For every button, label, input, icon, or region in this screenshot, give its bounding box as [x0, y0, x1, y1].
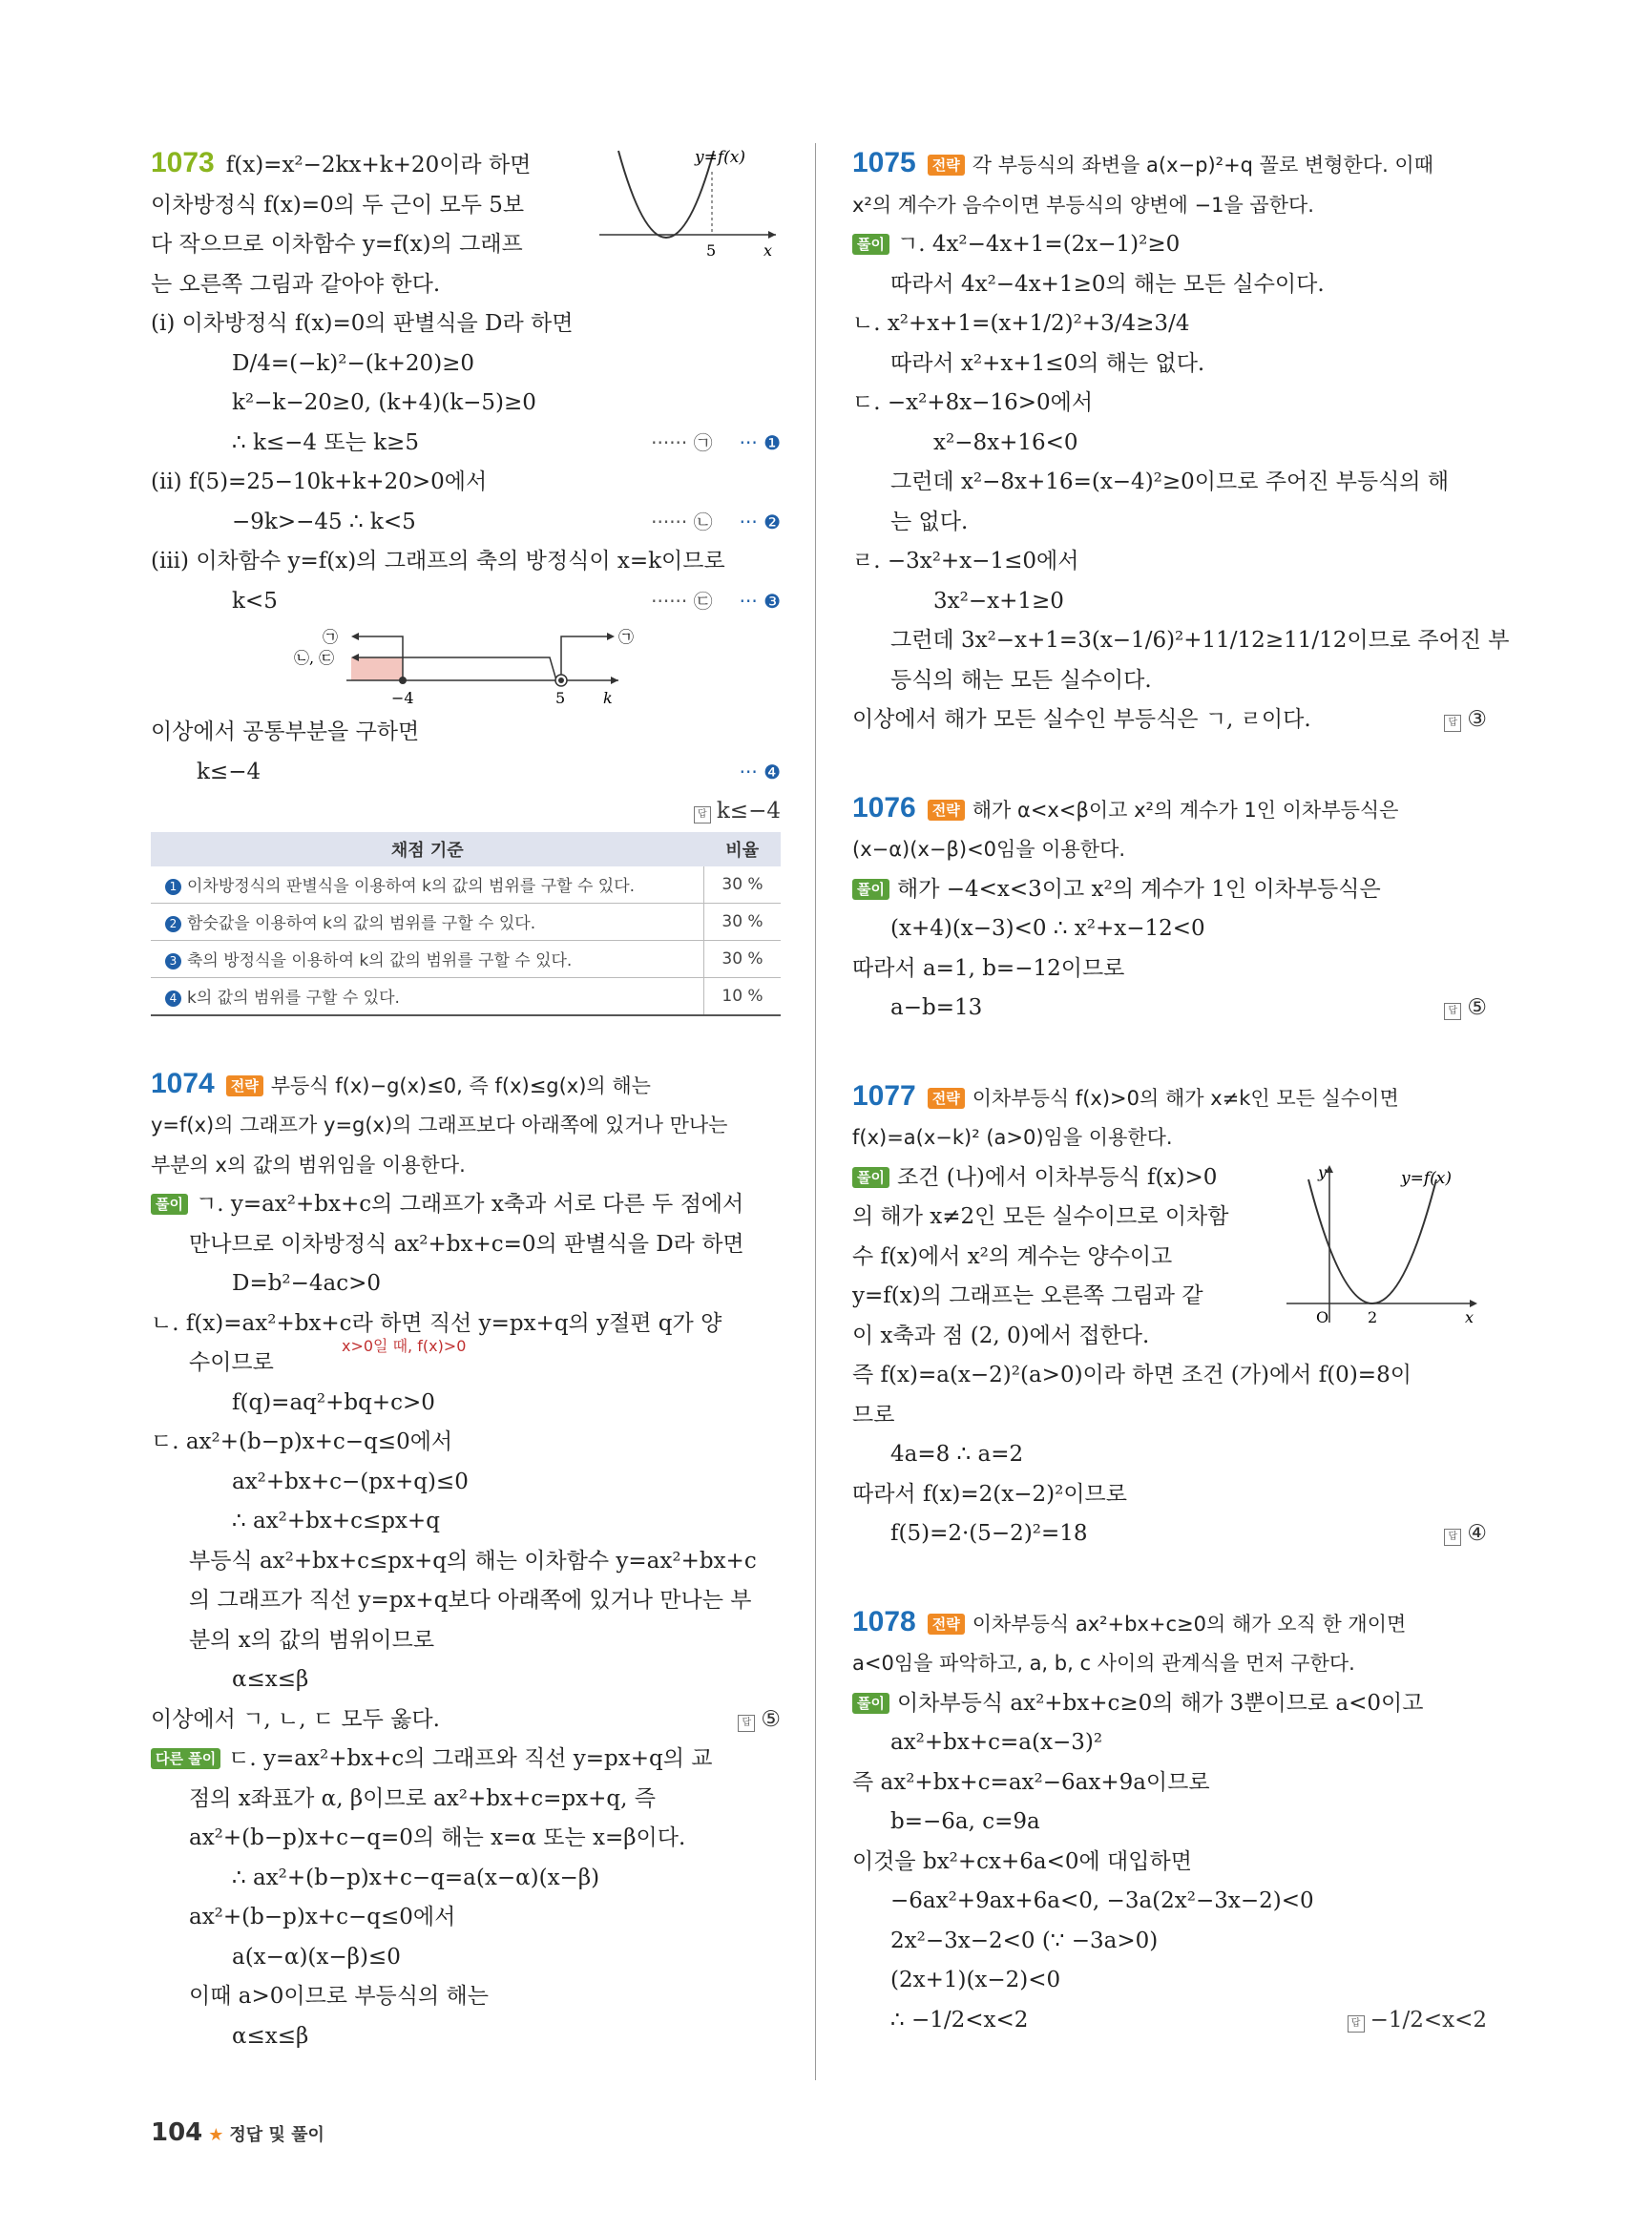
sol-line-with-answer	[852, 1514, 1487, 1554]
answer-1076	[1444, 989, 1487, 1029]
solution-tag: 풀이	[852, 234, 889, 255]
sol-line: 즉 f(x)=a(x−2)²(a>0)이라 하면 조건 (가)에서 f(0)=8이	[852, 1363, 1412, 1387]
sol-line: 이 x축과 점 (2, 0)에서 접한다.	[852, 1323, 1150, 1348]
criteria-text: 함숫값을 이용하여 k의 값의 범위를 구할 수 있다.	[187, 914, 536, 933]
alt-sol-line: a(x−α)(x−β)≤0	[232, 1944, 401, 1970]
problem-number: 1075	[852, 147, 916, 178]
strategy-line	[852, 1076, 1487, 1119]
graph-1077-label: y=f(x)	[1401, 1168, 1452, 1188]
sol-line: ㄴ. x²+x+1=(x+1/2)²+3/4≥3/4	[852, 311, 1190, 336]
sol-line: 2x²−3x−2<0 (∵ −3a>0)	[890, 1928, 1159, 1953]
sol-line: D=b²−4ac>0	[232, 1271, 382, 1296]
strategy-text: 부등식 f(x)−g(x)≤0, 즉 f(x)≤g(x)의 해는	[270, 1074, 651, 1097]
sol-line: 수 f(x)에서 x²의 계수는 양수이고	[852, 1243, 1173, 1269]
sol-line: f(x)=x²−2kx+k+20이라 하면	[225, 153, 532, 177]
sol-line: ax²+bx+c−(px+q)≤0	[232, 1469, 469, 1494]
sol-text: ∴ k≤−4 또는 k≥5	[232, 429, 419, 455]
criteria-header: 채점 기준	[151, 832, 704, 866]
grading-criteria-table	[151, 832, 781, 1016]
graph-1073-xtick: 5	[706, 241, 717, 258]
strategy-line: f(x)=a(x−k)² (a>0)임을 이용한다.	[852, 1126, 1173, 1149]
sol-line-with-mark	[151, 424, 781, 464]
solution-tag: 풀이	[852, 879, 889, 900]
sol-line	[852, 1684, 1487, 1724]
table-row	[151, 866, 781, 904]
sol-line: ax²+bx+c=a(x−3)²	[890, 1730, 1103, 1755]
answer-icon: 답	[1348, 2015, 1365, 2033]
page-footer	[151, 2118, 324, 2147]
sol-text: a−b=13	[890, 995, 983, 1020]
sol-line: 그런데 3x²−x+1=3(x−1/6)²+11/12≥11/12이므로 주어진 부	[890, 628, 1510, 653]
criteria-pct: 30 %	[704, 940, 782, 977]
sol-line: 그런데 x²−8x+16=(x−4)²≥0이므로 주어진 부등식의 해	[890, 469, 1450, 494]
sol-line: ㄴ. f(x)=ax²+bx+c라 하면 직선 y=px+q의 y절편 q가 양	[151, 1310, 722, 1336]
sol-line-with-answer	[852, 700, 1487, 740]
ref-mark-c: ······ ㉢	[651, 589, 713, 613]
graph-1077-yaxis: y	[1318, 1162, 1328, 1181]
numline-label-a2: ㉠	[618, 628, 635, 646]
table-row	[151, 977, 781, 1015]
sol-line: 만나므로 이차방정식 ax²+bx+c=0의 판별식을 D라 하면	[189, 1231, 744, 1257]
problem-1076	[852, 788, 1487, 1029]
table-row	[151, 903, 781, 940]
strategy-tag: 전략	[928, 1088, 965, 1109]
sol-line: 3x²−x+1≥0	[933, 588, 1064, 614]
sol-line: −6ax²+9ax+6a<0, −3a(2x²−3x−2)<0	[890, 1888, 1314, 1913]
ref-mark-b: ······ ㉡	[651, 510, 713, 533]
problem-number: 1078	[852, 1605, 916, 1637]
strategy-line: (x−α)(x−β)<0임을 이용한다.	[852, 838, 1126, 861]
sol-text: k<5	[232, 588, 278, 614]
sol-line-with-note	[151, 1337, 781, 1384]
problem-1077	[852, 1076, 1487, 1554]
numline-label-a: ㉠	[323, 628, 339, 646]
strategy-tag: 전략	[928, 1614, 965, 1635]
sol-line: x²−8x+16<0	[933, 429, 1078, 455]
sol-line: ∴ ax²+bx+c≤px+q	[232, 1509, 440, 1533]
sol-line: 의 해가 x≠2인 모든 실수이므로 이차함	[852, 1204, 1229, 1229]
strategy-line: y=f(x)의 그래프가 y=g(x)의 그래프보다 아래쪽에 있거나 만나는	[151, 1114, 728, 1136]
ref-mark	[713, 753, 781, 793]
sol-line: 의 그래프가 직선 y=px+q보다 아래쪽에 있거나 만나는 부	[189, 1588, 752, 1613]
sol-line: D/4=(−k)²−(k+20)≥0	[232, 350, 475, 376]
numline-tick-m4: −4	[391, 689, 414, 707]
strategy-text: 이차부등식 ax²+bx+c≥0의 해가 오직 한 개이면	[972, 1612, 1407, 1636]
sol-line: 따라서 4x²−4x+1≥0의 해는 모든 실수이다.	[890, 271, 1325, 297]
problem-1073	[151, 143, 781, 1016]
alt-sol-line: ax²+(b−p)x+c−q≤0에서	[189, 1905, 456, 1929]
sol-line: ㄷ. −x²+8x−16>0에서	[852, 390, 1094, 415]
sol-line: f(q)=aq²+bq+c>0	[232, 1389, 435, 1415]
strategy-line	[852, 143, 1487, 186]
sol-line-with-mark	[151, 753, 781, 793]
strategy-text: 해가 α<x<β이고 x²의 계수가 1인 이차부등식은	[972, 798, 1399, 822]
number-line-1073	[151, 621, 781, 709]
sol-line: 따라서 a=1, b=−12이므로	[852, 955, 1125, 981]
strategy-tag: 전략	[928, 155, 965, 176]
sol-line: 이것을 bx²+cx+6a<0에 대입하면	[852, 1848, 1192, 1874]
sol-text: 이상에서 해가 모든 실수인 부등식은 ㄱ, ㄹ이다.	[852, 707, 1311, 732]
criteria-text: 이차방정식의 판별식을 이용하여 k의 값의 범위를 구할 수 있다.	[187, 877, 636, 896]
alt-solution-tag: 다른 풀이	[151, 1748, 220, 1769]
answer-text: −1/2<x<2	[1370, 2007, 1487, 2033]
star-icon: ★	[208, 2125, 224, 2145]
answer-icon: 답	[1444, 1529, 1461, 1546]
alt-sol-line: ∴ ax²+(b−p)x+c−q=a(x−α)(x−β)	[232, 1865, 600, 1890]
strategy-text: 각 부등식의 좌변을 a(x−p)²+q 꼴로 변형한다. 이때	[972, 154, 1433, 177]
graph-1073-xaxis: x	[763, 241, 773, 258]
parabola-graph-1077	[1282, 1160, 1492, 1332]
solution-tag: 풀이	[852, 1693, 889, 1714]
numline-axis: k	[603, 689, 613, 707]
sol-line: 므로	[852, 1402, 895, 1428]
problem-1074	[151, 1064, 781, 2057]
criteria-pct: 30 %	[704, 903, 782, 940]
answer-1073	[694, 792, 781, 832]
problem-number: 1073	[151, 147, 215, 178]
sol-text: ㄱ. y=ax²+bx+c의 그래프가 x축과 서로 다른 두 점에서	[195, 1192, 744, 1217]
numline-label-bc: ㉡, ㉢	[294, 649, 335, 667]
sol-line: α≤x≤β	[232, 1667, 309, 1692]
graph-1077-origin: O	[1316, 1307, 1329, 1326]
sol-line-with-answer	[151, 1700, 781, 1741]
sol-text: 이차부등식 ax²+bx+c≥0의 해가 3뿐이므로 a<0이고	[896, 1690, 1424, 1716]
step-mark-1: ··· ❶	[739, 430, 781, 454]
sol-line-with-answer	[852, 989, 1487, 1029]
sol-line: 따라서 x²+x+1≤0의 해는 없다.	[890, 350, 1205, 376]
answer-icon: 답	[1444, 715, 1461, 732]
step-mark-3: ··· ❸	[739, 589, 781, 613]
sol-line: 는 없다.	[890, 509, 969, 534]
right-column	[852, 143, 1510, 2040]
solution-tag: 풀이	[151, 1194, 188, 1215]
sol-text: ㄱ. 4x²−4x+1=(2x−1)²≥0	[896, 232, 1181, 257]
strategy-tag: 전략	[928, 800, 965, 821]
sol-line: (x+4)(x−3)<0 ∴ x²+x−12<0	[890, 916, 1205, 941]
answer-1078	[1348, 2001, 1487, 2041]
sol-line: ㄹ. −3x²+x−1≤0에서	[852, 549, 1079, 573]
sol-text: ㄷ. y=ax²+bx+c의 그래프와 직선 y=px+q의 교	[228, 1746, 713, 1771]
ref-mark-a: ······ ㉠	[651, 430, 713, 454]
ref-mark	[651, 424, 781, 464]
sol-text: 이상에서 ㄱ, ㄴ, ㄷ 모두 옳다.	[151, 1706, 440, 1732]
strategy-line	[852, 1602, 1487, 1645]
answer-1074	[738, 1700, 781, 1741]
table-row	[151, 940, 781, 977]
sol-text: 조건 (나)에서 이차부등식 f(x)>0	[896, 1164, 1218, 1190]
sol-line: 분의 x의 값의 범위이므로	[189, 1627, 435, 1653]
criteria-num: 2	[165, 916, 181, 932]
answer-text: ⑤	[761, 1706, 781, 1732]
answer-icon: 답	[738, 1715, 755, 1732]
answer-icon: 답	[1444, 1003, 1461, 1020]
parabola-graph-1073	[599, 143, 781, 258]
page-number: 104	[151, 2118, 203, 2147]
strategy-line	[151, 1064, 781, 1107]
criteria-num: 3	[165, 953, 181, 970]
answer-1077	[1444, 1514, 1487, 1554]
sol-text: k≤−4	[197, 759, 261, 784]
strategy-line	[852, 788, 1487, 831]
strategy-line: x²의 계수가 음수이면 부등식의 양변에 −1을 곱한다.	[852, 193, 1314, 217]
column-divider	[815, 143, 816, 2080]
strategy-tag: 전략	[226, 1075, 263, 1096]
answer-icon: 답	[694, 806, 711, 824]
sol-line: 부등식 ax²+bx+c≤px+q의 해는 이차함수 y=ax²+bx+c	[189, 1548, 757, 1574]
criteria-text: 축의 방정식을 이용하여 k의 값의 범위를 구할 수 있다.	[187, 951, 573, 970]
criteria-pct: 10 %	[704, 977, 782, 1015]
sol-line: 등식의 해는 모든 실수이다.	[890, 667, 1152, 693]
criteria-text: k의 값의 범위를 구할 수 있다.	[187, 989, 400, 1008]
sol-line-with-mark	[151, 503, 781, 543]
step-mark-2: ··· ❷	[739, 510, 781, 533]
answer-text: ③	[1467, 707, 1487, 732]
ref-mark	[651, 503, 781, 543]
sol-line: b=−6a, c=9a	[890, 1809, 1040, 1834]
sol-line: y=f(x)의 그래프는 오른쪽 그림과 같	[852, 1283, 1203, 1308]
sol-line: 이차방정식 f(x)=0의 두 근이 모두 5보	[151, 192, 525, 218]
problem-number: 1077	[852, 1079, 916, 1112]
sol-line: 는 오른쪽 그림과 같아야 한다.	[151, 271, 441, 297]
problem-1075	[852, 143, 1510, 740]
problem-number: 1076	[852, 791, 916, 824]
answer-text: ④	[1467, 1521, 1487, 1546]
sol-text: 해가 −4<x<3이고 x²의 계수가 1인 이차부등식은	[896, 876, 1381, 902]
left-column	[151, 143, 781, 2056]
alt-sol-line: ax²+(b−p)x+c−q=0의 해는 x=α 또는 x=β이다.	[189, 1825, 686, 1850]
graph-1073-label: y=f(x)	[695, 148, 745, 167]
annotation-note: x>0일 때, f(x)>0	[342, 1337, 467, 1355]
graph-1077-xtick: 2	[1368, 1307, 1378, 1326]
answer-text: k≤−4	[716, 799, 781, 824]
answer-1075	[1444, 700, 1487, 740]
sol-line: 이상에서 공통부분을 구하면	[151, 719, 420, 744]
sol-text: 수이므로	[189, 1350, 274, 1375]
alt-sol-line	[151, 1740, 781, 1780]
footer-label: 정답 및 풀이	[229, 2125, 324, 2145]
criteria-pct: 30 %	[704, 866, 782, 904]
sol-text: f(5)=2·(5−2)²=18	[890, 1521, 1088, 1546]
step-mark-4: ··· ❹	[739, 760, 781, 783]
sol-line: ㄷ. ax²+(b−p)x+c−q≤0에서	[151, 1429, 453, 1454]
sol-text: −9k>−45 ∴ k<5	[232, 509, 416, 534]
sol-line: k²−k−20≥0, (k+4)(k−5)≥0	[232, 390, 536, 415]
sol-line: 4a=8 ∴ a=2	[890, 1442, 1024, 1467]
criteria-num: 1	[165, 879, 181, 895]
problem-1078	[852, 1602, 1487, 2041]
sol-line	[151, 1185, 781, 1225]
ratio-header: 비율	[704, 832, 782, 866]
alt-sol-line: 점의 x좌표가 α, β이므로 ax²+bx+c=px+q, 즉	[189, 1785, 656, 1811]
alt-sol-line: α≤x≤β	[232, 2023, 309, 2049]
sol-line: (2x+1)(x−2)<0	[890, 1968, 1061, 1992]
sol-line-with-mark	[151, 582, 781, 622]
sol-line: 따라서 f(x)=2(x−2)²이므로	[852, 1481, 1127, 1507]
sol-line	[852, 225, 1487, 265]
strategy-text: 이차부등식 f(x)>0의 해가 x≠k인 모든 실수이면	[972, 1086, 1399, 1110]
sol-line: 다 작으므로 이차함수 y=f(x)의 그래프	[151, 232, 523, 257]
sol-line: (iii) 이차함수 y=f(x)의 그래프의 축의 방정식이 x=k이므로	[151, 549, 725, 573]
graph-1077-xaxis: x	[1465, 1307, 1474, 1326]
sol-line: (i) 이차방정식 f(x)=0의 판별식을 D라 하면	[151, 311, 574, 336]
criteria-num: 4	[165, 990, 181, 1007]
strategy-line: 부분의 x의 값의 범위임을 이용한다.	[151, 1153, 466, 1177]
strategy-line: a<0임을 파악하고, a, b, c 사이의 관계식을 먼저 구한다.	[852, 1652, 1355, 1675]
sol-line: (ii) f(5)=25−10k+k+20>0에서	[151, 469, 488, 494]
sol-line-with-answer	[852, 2001, 1487, 2041]
alt-sol-line: 이때 a>0이므로 부등식의 해는	[189, 1984, 489, 2009]
sol-line: 즉 ax²+bx+c=ax²−6ax+9a이므로	[852, 1769, 1210, 1795]
sol-text: ∴ −1/2<x<2	[890, 2007, 1029, 2033]
ref-mark	[651, 582, 781, 622]
sol-line	[852, 870, 1487, 910]
solution-tag: 풀이	[852, 1167, 889, 1188]
numline-tick-5: 5	[555, 689, 566, 707]
answer-text: ⑤	[1467, 995, 1487, 1020]
problem-number: 1074	[151, 1067, 215, 1099]
